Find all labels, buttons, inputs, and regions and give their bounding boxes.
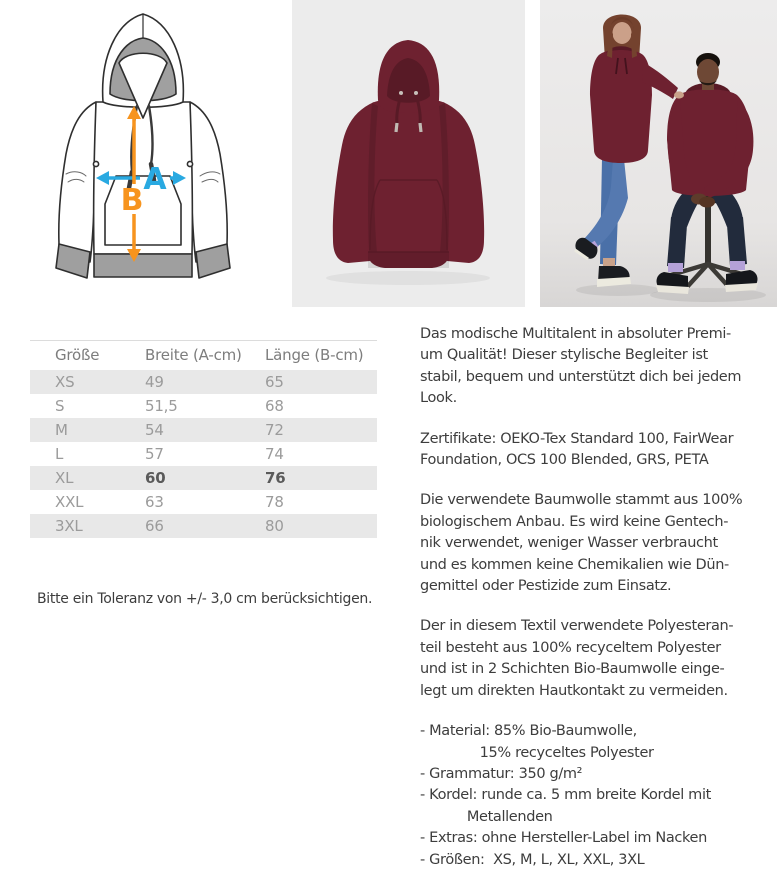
description-paragraph-intro: Das modische Multitalent in absoluter Premi- um Qualität! Dieser stylische Begleiter ist stabil, bequem und unterstützt dich bei jedem Look. <box>420 326 742 407</box>
hoodie-line-drawing <box>18 6 270 304</box>
tolerance-note: Bitte ein Toleranz von +/- 3,0 cm berücksichtigen. <box>37 591 373 607</box>
table-row-xs <box>30 370 377 394</box>
cell-width: 57 <box>145 445 164 463</box>
left-sleeve <box>59 102 96 262</box>
table-row-l <box>30 442 377 466</box>
col-header-width: Breite (A-cm) <box>145 341 265 371</box>
cell-length: 78 <box>265 493 284 511</box>
cell-size: M <box>55 421 68 439</box>
models-wearing-hoodies <box>540 0 777 307</box>
hem <box>94 254 192 277</box>
models-photo[interactable] <box>540 0 777 307</box>
table-row-xl <box>30 466 377 490</box>
cell-width: 51,5 <box>145 397 178 415</box>
cell-size: XXL <box>55 493 84 511</box>
cell-length: 76 <box>265 469 286 487</box>
col-header-length: Länge (B-cm) <box>265 341 377 371</box>
description-paragraph-polyester: Der in diesem Textil verwendete Polyesteran- teil besteht aus 100% recyceltem Polyester und ist in 2 Schichten Bio-Baumwolle einge- legt um direkten Hautkontakt zu vermeiden. <box>420 618 734 699</box>
cell-size: XS <box>55 373 75 391</box>
cell-length: 65 <box>265 373 284 391</box>
col-header-size: Größe <box>30 341 145 371</box>
cell-width: 60 <box>145 469 166 487</box>
size-table-header-row <box>30 341 377 371</box>
burgundy-hoodie-front <box>292 0 525 307</box>
product-photo[interactable] <box>292 0 525 307</box>
table-row-xxl <box>30 490 377 514</box>
table-row-3xl <box>30 514 377 538</box>
description-spec-list: - Material: 85% Bio-Baumwolle, 15% recyceltes Polyester - Grammatur: 350 g/m² - Kordel: runde ca. 5 mm breite Kordel mit Metallenden - Extras: ohne Hersteller-Label im Nacken - Größen: XS, M, L, XL, XXL, 3XL <box>420 723 711 868</box>
cell-size: S <box>55 397 65 415</box>
size-table <box>30 340 377 538</box>
cell-length: 80 <box>265 517 284 535</box>
cell-width: 54 <box>145 421 164 439</box>
cell-size: L <box>55 445 64 463</box>
table-row-s <box>30 394 377 418</box>
product-description <box>420 324 776 871</box>
cell-length: 68 <box>265 397 284 415</box>
size-diagram-image[interactable] <box>18 6 270 304</box>
cell-length: 72 <box>265 421 284 439</box>
table-row-m <box>30 418 377 442</box>
cell-size: 3XL <box>55 517 83 535</box>
diagram-label-a: A <box>143 162 167 197</box>
cell-width: 49 <box>145 373 164 391</box>
cell-width: 63 <box>145 493 164 511</box>
diagram-label-b: B <box>120 183 144 218</box>
cell-length: 74 <box>265 445 284 463</box>
description-paragraph-cotton: Die verwendete Baumwolle stammt aus 100% biologischem Anbau. Es wird keine Gentech- nik verwendet, weniger Wasser verbraucht und es kommen keine Chemikalien wie Dün- gemittel oder Pestizide zum Einsatz. <box>420 492 743 595</box>
cell-size: XL <box>55 469 74 487</box>
description-paragraph-certificates: Zertifikate: OEKO-Tex Standard 100, FairWear Foundation, OCS 100 Blended, GRS, PETA <box>420 430 734 469</box>
right-sleeve <box>190 102 227 262</box>
cell-width: 66 <box>145 517 164 535</box>
